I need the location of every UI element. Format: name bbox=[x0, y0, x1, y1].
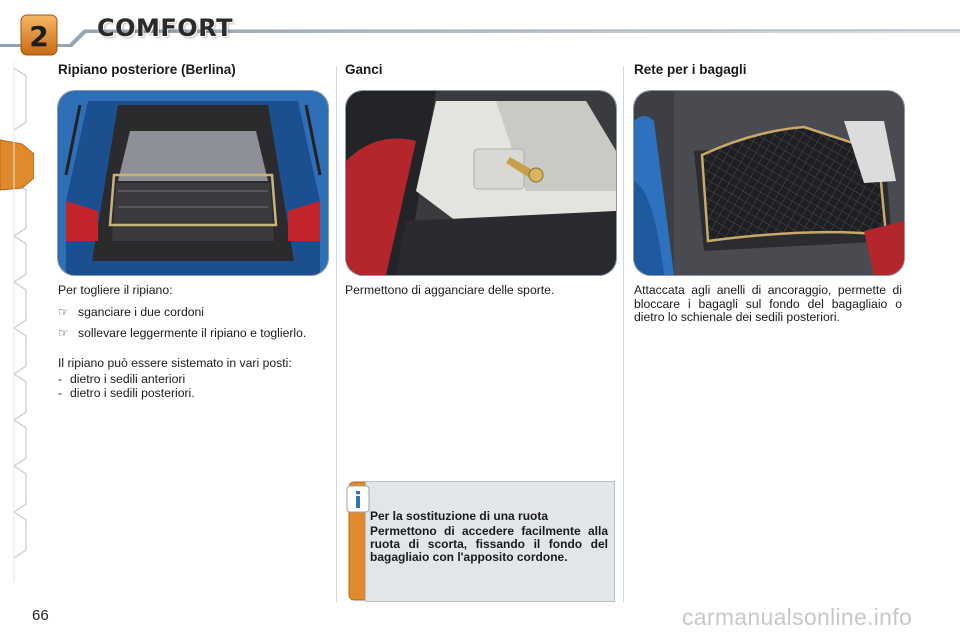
photo-rear-shelf bbox=[57, 90, 329, 276]
chapter-number-badge bbox=[20, 14, 58, 56]
chapter-tabs bbox=[0, 62, 34, 582]
watermark: carmanualsonline.info bbox=[682, 604, 913, 630]
bullet-item bbox=[58, 306, 326, 320]
hand-pointer-icon: ☞ bbox=[58, 326, 69, 340]
hand-pointer-icon: ☞ bbox=[58, 304, 69, 319]
page-number: 66 bbox=[32, 607, 49, 624]
column-divider bbox=[336, 66, 337, 602]
bullet-text: sganciare i due cordoni bbox=[78, 304, 205, 319]
dash-marker: - bbox=[58, 385, 63, 400]
column-divider bbox=[623, 66, 624, 602]
section-title-rear-shelf: Ripiano posteriore (Berlina) bbox=[58, 62, 236, 77]
luggage-net-text: Attaccata agli anelli di ancoraggio, permette di bloccare i bagagli sul fondo del bagagliaio o dietro lo schienale dei sedili posteriori. bbox=[634, 283, 902, 324]
dash-text: dietro i sedili posteriori. bbox=[70, 385, 195, 400]
dash-marker: - bbox=[58, 372, 63, 386]
info-box-title: Per la sostituzione di una ruota bbox=[370, 509, 549, 523]
photo-hooks bbox=[345, 90, 617, 276]
dash-item bbox=[58, 387, 326, 401]
svg-text:i: i bbox=[354, 489, 362, 514]
bullet-item bbox=[58, 327, 326, 341]
active-chapter-tab bbox=[0, 140, 34, 190]
chapter-number: 2 bbox=[29, 20, 49, 53]
chapter-title: COMFORT bbox=[97, 14, 233, 42]
rear-shelf-text bbox=[58, 284, 326, 400]
info-icon bbox=[345, 484, 371, 514]
rear-shelf-paragraph: Il ripiano può essere sistemato in vari posti: bbox=[58, 355, 292, 370]
info-box-text: Permettono di accedere facilmente alla ruota di scorta, fissando il fondo del bagagliaio con l'apposito cordone. bbox=[370, 524, 608, 564]
hooks-text: Permettono di agganciare delle sporte. bbox=[345, 283, 555, 297]
bullet-text: sollevare leggermente il ripiano e toglierlo. bbox=[78, 326, 307, 340]
photo-luggage-net bbox=[633, 90, 905, 276]
rear-shelf-intro: Per togliere il ripiano: bbox=[58, 283, 173, 297]
dash-item bbox=[58, 373, 326, 387]
section-title-luggage-net: Rete per i bagagli bbox=[634, 62, 747, 77]
section-title-hooks: Ganci bbox=[345, 62, 383, 77]
dash-text: dietro i sedili anteriori bbox=[70, 372, 186, 386]
